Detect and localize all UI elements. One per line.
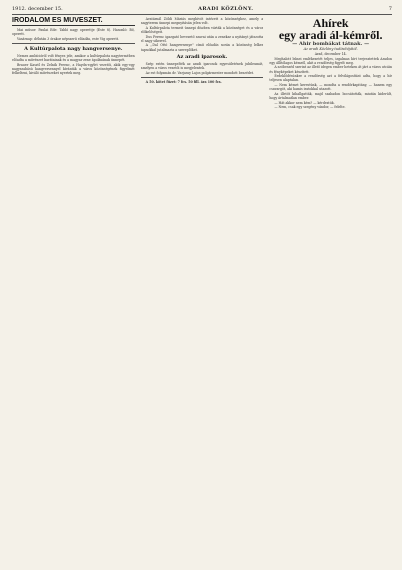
paragraph: Mai műsor: Paulai Ede: Tabló nagy operettje (Este 8). Hasonló: Bő, operett. [12,28,135,37]
divider [141,77,264,78]
paragraph: Szép estén ünnepelték az aradi iparosok egyesületének jubileumát, amelyen a város vezetői is megjelentek. [140,61,264,70]
paragraph: A ,,Dal Ottó hangversenye" című előadás során a közönség lelkes tapsokkal jutalmazta a szereplőket. [140,43,264,52]
column-3 [269,17,392,567]
divider [12,43,135,44]
paragraph: A 50. kötet füzet: 7 fcs. 50 fill. ára 100 fcs. [145,79,222,84]
paragraph: Brauer Kasztl és Zelnik Ferenc, a Haydn-egylet vezetői, akik egy-egy nagyszabású hangversennyel kívánták a város közönségének figyelmét felkelteni, kiváló művészeket nyertek meg. [12,62,135,76]
article-note: Az aradi Közlöny tudósítójától. [303,47,358,51]
article-heading: A Kultúrpalota nagy hangversenye. [24,45,123,52]
paragraph: Nemes ambícióról volt fényes jele, amikor a kultúrpalota nagytermében előadta a művészet barátainak és a magyar zene ápolásának ünnepét. [12,53,135,63]
dateline: Arad, december 14. [314,52,347,56]
page-header [12,6,392,15]
columns [12,17,392,567]
section-title: IRODALOM ÉS MŰVÉSZET. [12,17,135,26]
header-title: ARADI KÖZLÖNY. [198,6,254,12]
paragraph: A szóbeszéd szerint az illető idegen ember heteken át járt a város utcáin és fényképeket készített. [269,65,393,74]
paragraph: — Nem kémet kerestünk, — mondta a rendőrkapitány, — hanem egy csavargót, aki hamis iratokkal utazott. [269,83,393,92]
article-title: Ahírek [312,17,349,30]
header-date: 1912. december 15. [12,6,63,12]
paragraph: Az illetőt kihallgatták, majd szabadon bocsátották, miután kiderült, hogy ártalmatlan ember. [269,91,393,101]
column-1 [12,17,135,567]
column-2 [141,17,264,567]
paragraph: Dus Ferenc igazgató bevezető szavai után a zenekar a nyitányt játszotta el nagy sikerrel. [140,34,264,43]
paragraph: A Kultúrpalota termeit ünnepi díszben várták a közönséget és a város előkelőségeit. [140,25,264,34]
paragraph: Vasárnap: délután 3 órakor népszerű előadás, este Vig operett. [17,36,120,41]
paragraph: Meghalott bűnei emlékezetét teljes, izgalmas hírt terjesztettek Aradon egy állítólagos kémről, akit a rendőrség figyelt meg. [269,56,393,65]
paragraph: — Nem, csak egy szegény vándor, — felelte. [274,105,346,110]
article-heading: Az aradi iparosok. [176,53,228,60]
header-page-number: 7 [388,6,392,12]
paragraph: Érdeklődésünkre a rendőrség azt a felvilágosítást adta, hogy a hír teljesen alaptalan. [269,74,393,83]
paragraph: Avatárnál Zöldi Máriás meghívót intézett a közönséghez, amely a nagyterem ünnepi megnyitásán jelen volt. [140,17,264,26]
paragraph: — Hát akkor nem kém? — kérdeztük. [274,100,335,105]
article-subtitle: — Ahir bombákat tátnak. — [292,41,370,47]
paragraph: Az est folyamán dr. Varjassy Lajos polgármester mondott beszédet. [145,70,255,75]
article-title-line-2: egy aradi ál-kémről. [278,28,383,42]
